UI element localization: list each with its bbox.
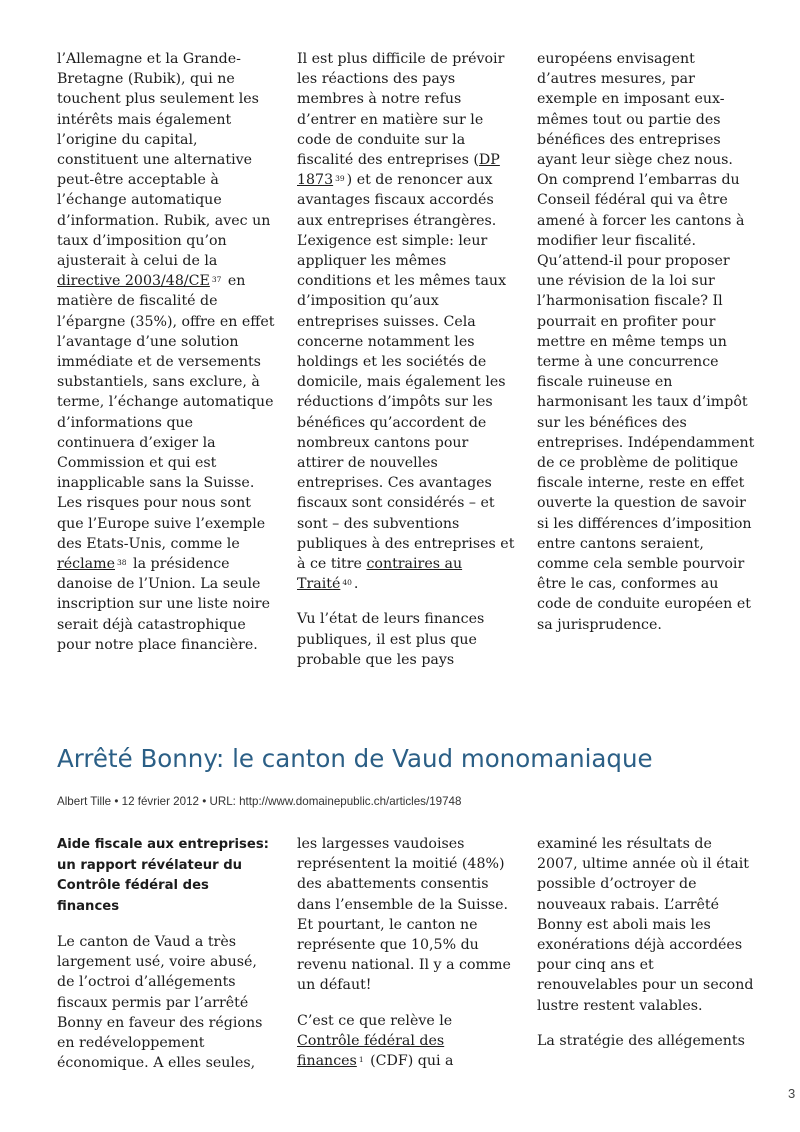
- footnote-ref: 39: [335, 174, 345, 184]
- paragraph: les largesses vaudoises représentent la moitié (48%) des abattements consentis dans l’ensemble de la Suisse. Et pourtant, le canton ne représente que 10,5% du revenu national. Il y a comme un défaut!: [297, 836, 511, 994]
- link-reclame[interactable]: réclame: [57, 556, 115, 573]
- paragraph: l’Allemagne et la Grande-Bretagne (Rubik), qui ne touchent plus seulement les intérêts mais également l’origine du capital, constituent une alternative peut-être acceptable à l’échange automatique d’information. Rubik, avec un taux d’imposition qu’on ajusterait à celui de la directive 2003/48/CE $^{37}$ en matière de fiscalité de l’épargne (35%), offre en effet l’avantage d’une solution immédiate et de versements substantiels, sans exclure, à terme, l’échange automatique d’informations que continuera d’exiger la Commission et qui est inapplicable sans la Suisse. Les risques pour nous sont que l’Europe suive l’exemple des Etats-Unis, comme le réclame $^{38}$ la présidence danoise de l’Union. La seule inscription sur une liste noire serait déjà catastrophique pour notre place financière.: [57, 51, 275, 653]
- link-contraires-au-traite[interactable]: contraires au Traité: [297, 556, 463, 593]
- page-number: 3: [788, 1086, 796, 1101]
- paragraph: Il est plus difficile de prévoir les réactions des pays membres à notre refus d’entrer en matière sur le code de conduite sur la fiscalité des entreprises (DP 1873 $^{39}$ ) et de renoncer aux avantages fiscaux accordés aux entreprises étrangères. L’exigence est simple: leur appliquer les mêmes conditions et les mêmes taux d’imposition qu’aux entreprises suisses. Cela concerne notamment les holdings et les sociétés de domicile, mais également les réductions d’impôts sur les bénéfices qu’accordent de nombreux cantons pour attirer de nouvelles entreprises. Ces avantages fiscaux sont considérés – et sont – des subventions publiques à des entreprises et à ce titre contraires au Traité $^{40}$ .: [297, 51, 515, 593]
- paragraph: Vu l’état de leurs finances publiques, il est plus que probable que les pays: [297, 611, 485, 668]
- footnote-ref: 40: [342, 578, 352, 588]
- link-directive[interactable]: directive 2003/48/CE: [57, 273, 210, 290]
- paragraph: examiné les résultats de 2007, ultime année où il était possible d’octroyer de nouveaux rabais. L’arrêté Bonny est aboli mais les exonérations déjà accordées pour cinq ans et renouvelables pour un second lustre restent valables.: [537, 836, 754, 1014]
- footnote-ref: 38: [116, 558, 127, 568]
- link-controle-federal-des-finances[interactable]: Contrôle fédéral des finances: [297, 1032, 445, 1070]
- top-column-3: [537, 49, 755, 635]
- paragraph: C’est ce que relève le Contrôle fédéral des finances $^1$ (CDF) qui a: [297, 1012, 454, 1070]
- top-column-2: [297, 49, 515, 670]
- paragraph: La stratégie des allégements: [537, 1032, 745, 1049]
- article-subhead: Aide fiscale aux entreprises: un rapport révélateur du Contrôle fédéral des finances: [57, 837, 269, 914]
- article-column-1: [57, 835, 275, 1073]
- article-column-2: [297, 834, 515, 1071]
- paragraph: Le canton de Vaud a très largement usé, voire abusé, de l’octroi d’allégements fiscaux permis par l’arrêté Bonny en faveur des régions en redéveloppement économique. A elles seules,: [57, 934, 263, 1072]
- paragraph: européens envisagent d’autres mesures, par exemple en imposant eux-mêmes tout ou partie des bénéfices des entreprises ayant leur siège chez nous. On comprend l’embarras du Conseil fédéral qui va être amené à forcer les cantons à modifier leur fiscalité. Qu’attend-il pour proposer une révision de la loi sur l’harmonisation fiscale? Il pourrait en profiter pour mettre en même temps un terme à une concurrence fiscale ruineuse en harmonisant les taux d’impôt sur les bénéfices des entreprises. Indépendamment de ce problème de politique fiscale interne, reste en effet ouverte la question de savoir si les différences d’imposition entre cantons seraient, comme cela semble pourvoir être le cas, conformes au code de conduite européen et sa jurisprudence.: [537, 51, 755, 633]
- link-dp-1873[interactable]: DP 1873: [297, 152, 500, 189]
- footnote-ref: 37: [211, 275, 222, 285]
- article-column-3: [537, 834, 755, 1051]
- article-byline: Albert Tille • 12 février 2012 • URL: http://www.domainepublic.ch/articles/19748: [57, 795, 462, 808]
- footnote-ref: 1: [358, 1055, 364, 1065]
- top-column-1: [57, 49, 275, 655]
- article-title: Arrêté Bonny: le canton de Vaud monomaniaque: [57, 744, 653, 773]
